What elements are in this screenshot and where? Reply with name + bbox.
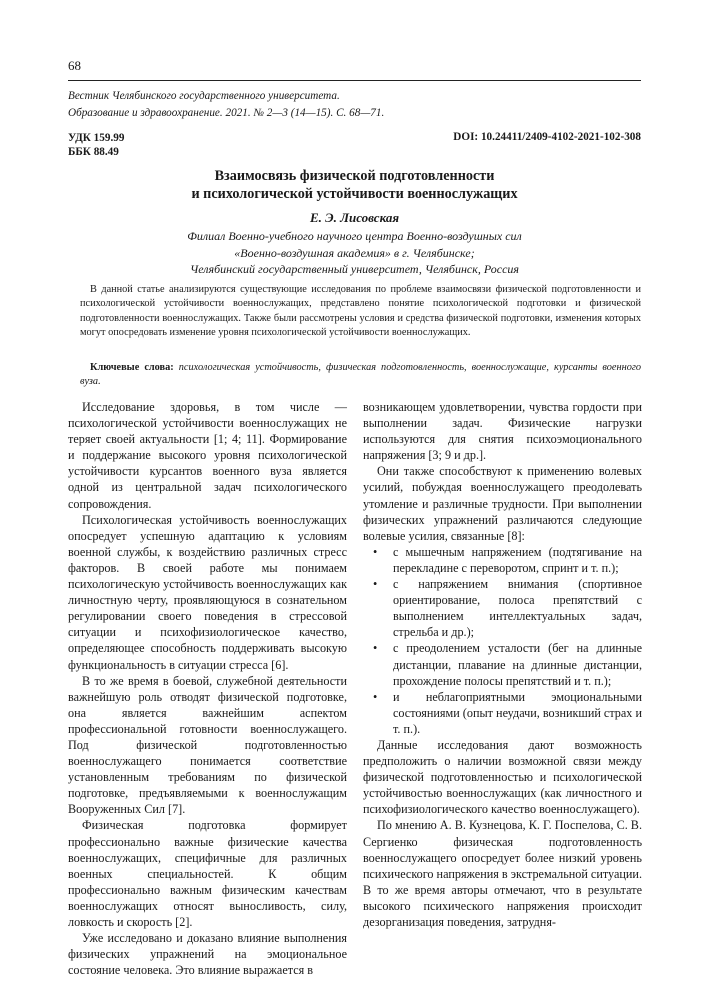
paragraph: Они также способствуют к применению волевых усилий, побуждая военнослужащего преодолевать утомление и различные трудности. При выполнении физических упражнений различаются следующие волевые усилия, связанные [8]: <box>363 464 642 543</box>
title-line-2: и психологической устойчивости военнослужащих <box>191 186 518 202</box>
author-affiliation <box>68 228 641 278</box>
bullet-icon: • <box>373 544 378 559</box>
journal-line-1: Вестник Челябинского государственного университета. <box>68 90 340 102</box>
list-item-text: с мышечным напряжением (подтягивание на перекладине с переворотом, спринт и т. п.); <box>393 544 642 575</box>
list-item-text: с напряжением внимания (спортивное ориентирование, полоса препятствий с выполнением интеллектуальных задач, стрельба и др.); <box>393 577 642 640</box>
paragraph: Исследование здоровья, в том числе — психологической устойчивости военнослужащих не теряет своей актуальности [1; 4; 11]. Формирование и поддержание высокого уровня психологической устойчивости курсантов военного вуза является одной из центральной задач психологического сопровождения. <box>68 400 347 511</box>
article-title <box>68 167 641 203</box>
header-rule <box>68 80 641 81</box>
bullet-icon: • <box>373 577 378 592</box>
journal-line-2: Образование и здравоохранение. 2021. № 2—3 (14—15). С. 68—71. <box>68 107 385 119</box>
list-item <box>363 544 642 576</box>
keywords-text: психологическая устойчивость, физическая подготовленность, военнослужащие, курсанты военного вуза. <box>80 362 642 388</box>
paragraph: Данные исследования дают возможность предположить о наличии возможной связи между физической подготовленностью и психологической устойчивостью военнослужащих (как личностного и психофизиологического качество военнослужащего). <box>363 737 642 817</box>
affiliation-line-2: «Военно-воздушная академия» в г. Челябинске; <box>234 245 475 260</box>
page-number: 68 <box>68 58 81 73</box>
list-item <box>363 689 642 737</box>
list-item-text: и неблагоприятными эмоциональными состояниями (опыт неудачи, возникший страх и т. п.). <box>393 689 642 736</box>
bbk-code: ББК 88.49 <box>68 146 119 158</box>
paragraph: В то же время в боевой, служебной деятельности важнейшую роль отводят физической подготовке, она является важнейшим аспектом профессиональной готовности военнослужащего. Под физической подготовленностью военнослужащего понимается соответствие установленным требованиям по физической подготовке, предъявляемыми к военнослужащим Вооруженных Сил [7]. <box>68 673 347 817</box>
paragraph: Психологическая устойчивость военнослужащих опосредует успешную адаптацию к условиям военной службы, к воздействию различных стресс факторов. В своей работе мы понимаем психологическую устойчивость военнослужащих как личностную черту, проявляющуюся в сознательном регулировании своего поведения в стрессовой ситуации и психофизиологическое качество, определяющее способность поддерживать высокую функциональность в ситуации стресса [6]. <box>68 512 347 672</box>
udk-code: УДК 159.99 <box>68 132 125 144</box>
affiliation-line-3: Челябинский государственный университет, Челябинск, Россия <box>190 262 519 276</box>
doi: DOI: 10.24411/2409-4102-2021-102-308 <box>453 131 641 143</box>
paragraph: Физическая подготовка формирует профессионально важные физические качества военнослужащих, специфичные для различных военных специальностей. К общим профессионально важным физическим качествам военнослужащих относят выносливость, силу, ловкость и скорость [2]. <box>68 818 347 929</box>
list-item <box>363 576 642 640</box>
list-item <box>363 640 642 688</box>
volitional-efforts-list <box>363 544 642 737</box>
author-name: Е. Э. Лисовская <box>309 210 400 225</box>
journal-citation <box>68 88 384 122</box>
list-item-text: с преодолением усталости (бег на длинные дистанции, плавание на длинные дистанции, прохождение полосы препятствий и т. п.); <box>393 641 642 688</box>
affiliation-line-1: Филиал Военно-учебного научного центра Военно-воздушных сил <box>187 229 522 243</box>
paragraph-continued: возникающем удовлетворении, чувства гордости при выполнении задач. Физические нагрузки используются для снятия психоэмоционального напряжения [3; 9 и др.]. <box>363 400 642 463</box>
keywords <box>80 361 641 390</box>
bullet-icon: • <box>373 689 378 704</box>
paragraph: По мнению А. В. Кузнецова, К. Г. Поспелова, С. В. Сергиенко физическая подготовленность военнослужащего опосредует более низкий уровень психического напряжения в экстремальной ситуации. В то же время авторы отмечают, что в результате высокого психического напряжения происходит дезорганизация поведения, затрудня- <box>363 818 642 929</box>
paragraph: Уже исследовано и доказано влияние выполнения физических упражнений на эмоциональное состояние человека. Это влияние выражается в <box>68 931 347 978</box>
abstract: В данной статье анализируются существующие исследования по проблеме взаимосвязи физической подготовленности и психологической устойчивости военнослужащих, представлено понятие психологической подготовки и физической подготовленности военнослужащих. Также были рассмотрены условия и средства физической подготовки, изменения которых могут опосредовать изменение уровня психологической устойчивости военнослужащих. <box>80 284 641 338</box>
title-line-1: Взаимосвязь физической подготовленности <box>214 168 495 184</box>
classification-codes <box>68 131 124 159</box>
body-left-column <box>68 399 347 978</box>
bullet-icon: • <box>373 641 378 656</box>
body-right-column <box>363 399 642 930</box>
keywords-label: Ключевые слова: <box>90 362 174 373</box>
